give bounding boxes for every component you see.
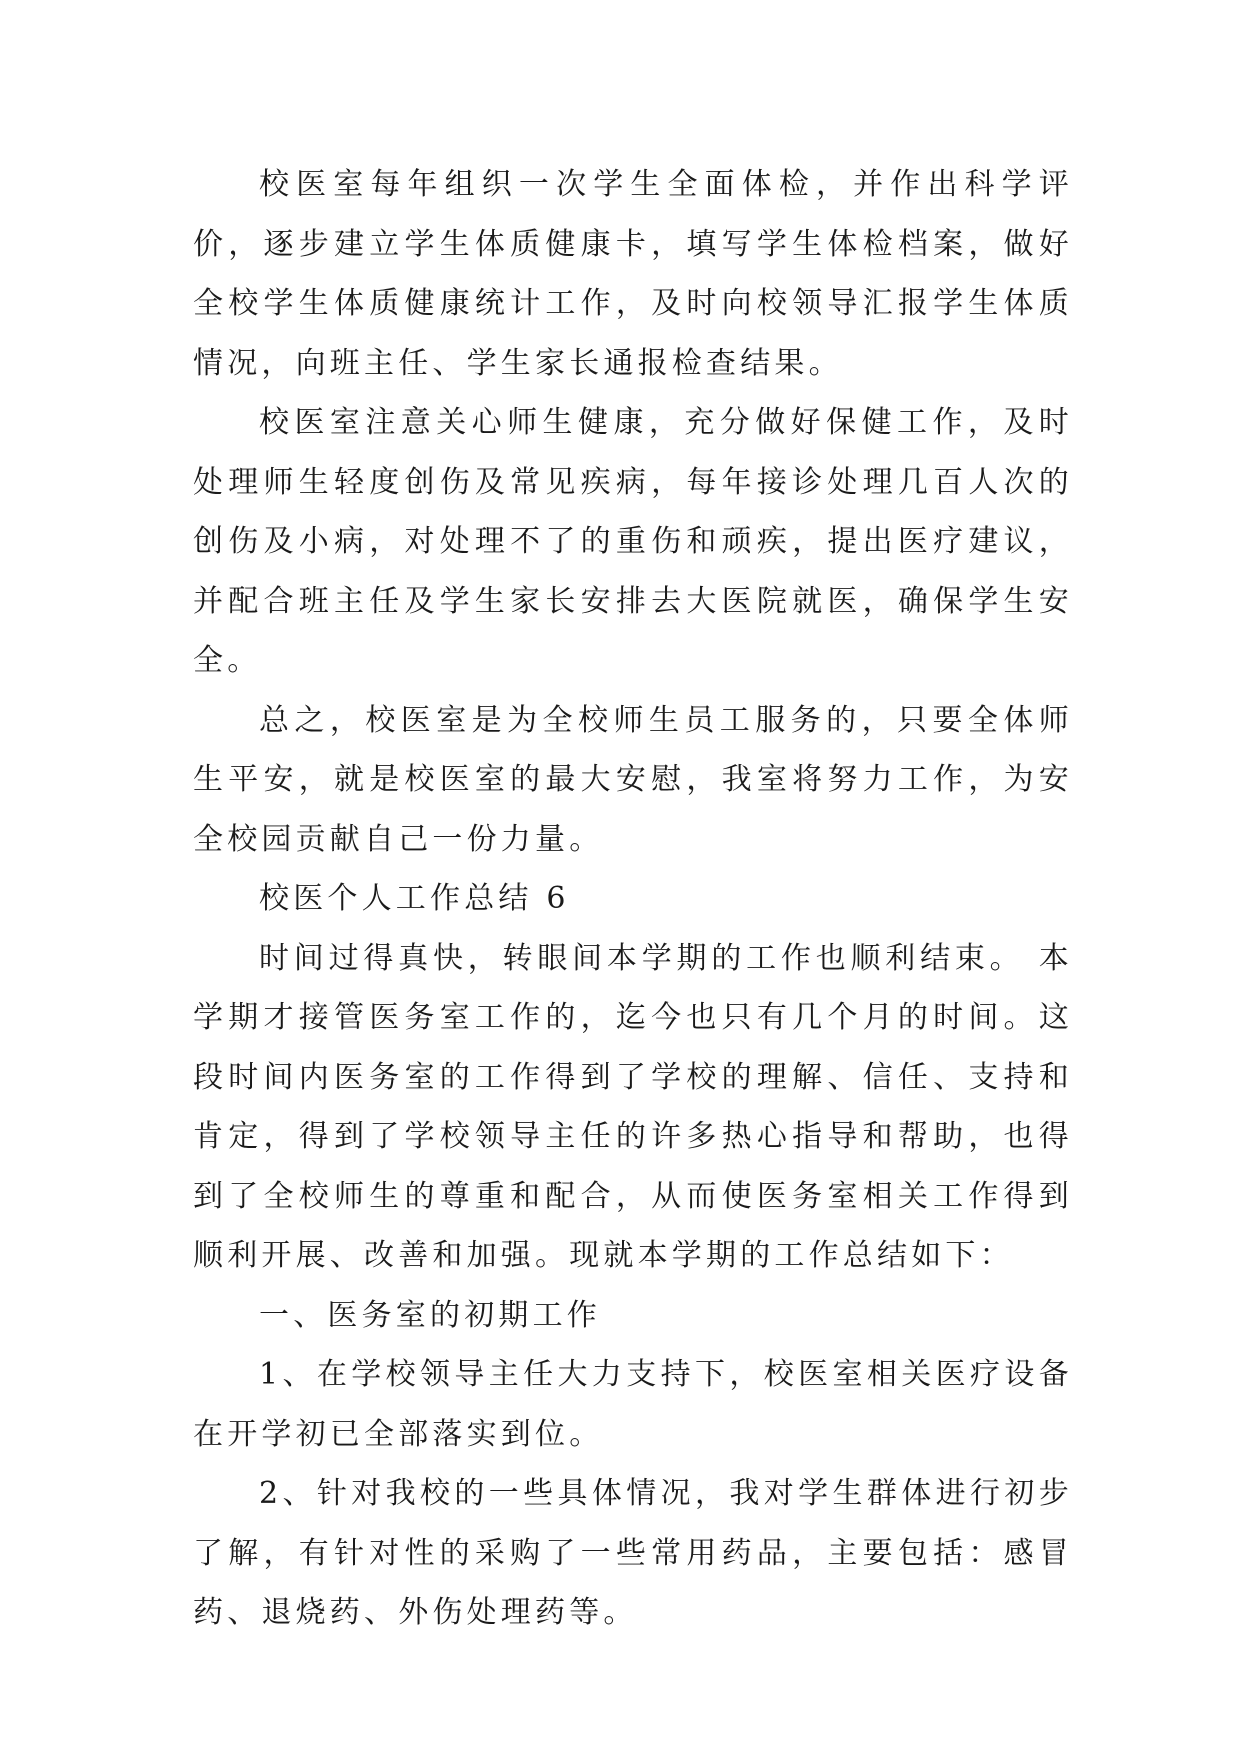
paragraph-health-care: 校医室注意关心师生健康，充分做好保健工作，及时处理师生轻度创伤及常见疾病，每年接诊处理几百人次的创伤及小病，对处理不了的重伤和顽疾，提出医疗建议，并配合班主任及学生家长安排去大医院就医，确保学生安全。	[193, 405, 1073, 678]
document-body	[193, 155, 1073, 1643]
list-item-medicine: 2、针对我校的一些具体情况，我对学生群体进行初步了解，有针对性的采购了一些常用药品，主要包括：感冒药、退烧药、外伤处理药等。	[193, 1476, 1073, 1630]
paragraph-checkup: 校医室每年组织一次学生全面体检，并作出科学评价，逐步建立学生体质健康卡，填写学生体检档案，做好全校学生体质健康统计工作，及时向校领导汇报学生体质情况，向班主任、学生家长通报检查结果。	[193, 167, 1073, 381]
section-title: 校医个人工作总结 6	[259, 881, 570, 916]
paragraph-conclusion: 总之，校医室是为全校师生员工服务的，只要全体师生平安，就是校医室的最大安慰，我室将努力工作，为安全校园贡献自己一份力量。	[193, 702, 1073, 857]
heading-initial-work: 一、医务室的初期工作	[259, 1297, 601, 1333]
list-item-equipment: 1、在学校领导主任大力支持下，校医室相关医疗设备在开学初已全部落实到位。	[193, 1357, 1073, 1452]
paragraph-intro: 时间过得真快，转眼间本学期的工作也顺利结束。 本学期才接管医务室工作的，迄今也只有几个月的时间。这段时间内医务室的工作得到了学校的理解、信任、支持和肯定，得到了学校领导主任的许多热心指导和帮助，也得到了全校师生的尊重和配合，从而使医务室相关工作得到顺利开展、改善和加强。现就本学期的工作总结如下：	[193, 940, 1073, 1273]
